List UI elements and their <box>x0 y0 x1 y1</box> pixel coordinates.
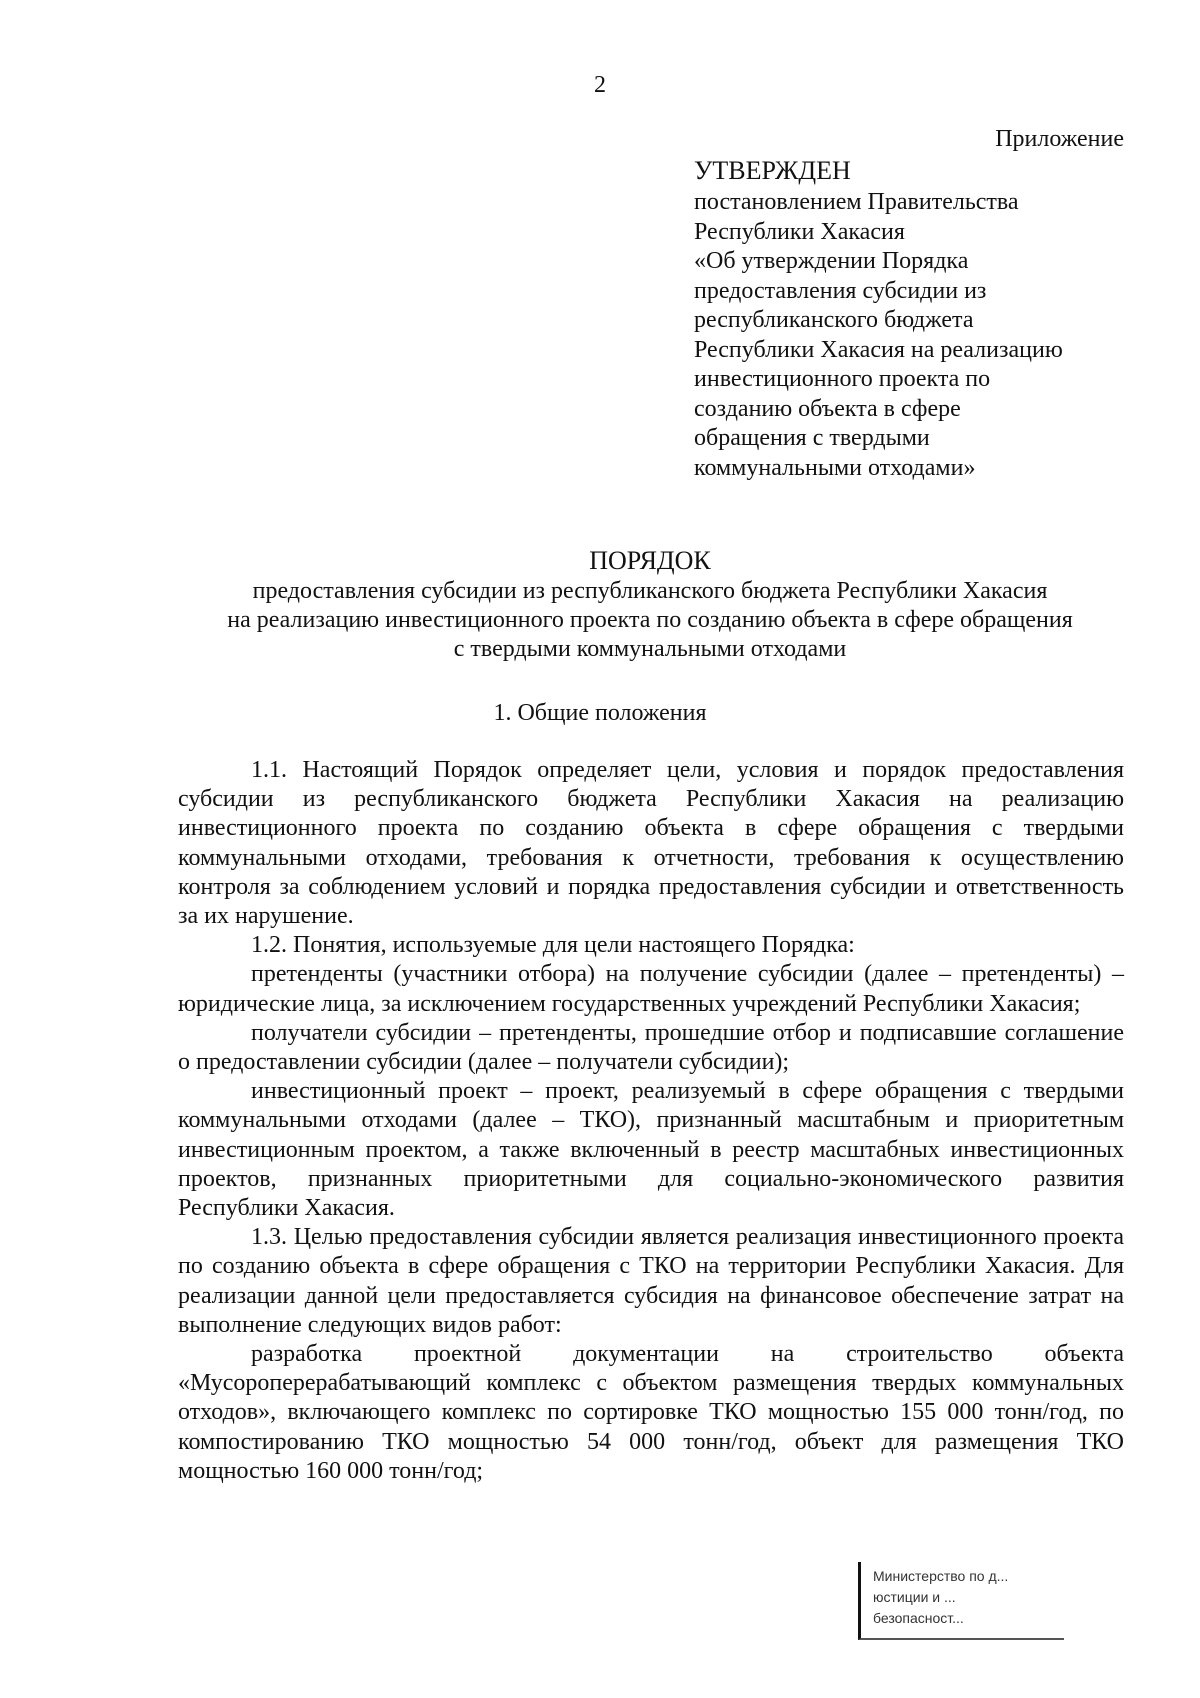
stamp-line: юстиции и ... <box>873 1589 956 1605</box>
paragraph: инвестиционный проект – проект, реализуемый в сфере обращения с твердыми коммунальными отходами (далее – ТКО), признанный масштабным и приоритетным инвестиционным проектом, а также включенный в реестр масштабных инвестиционных проектов, признанных приоритетными для социально-экономического развития Республики Хакасия. <box>178 1078 1124 1222</box>
document-title: ПОРЯДОК <box>589 546 711 575</box>
approval-line: коммунальными отходами» <box>694 454 976 481</box>
ministry-stamp <box>858 1562 1064 1640</box>
page-number: 2 <box>594 72 606 98</box>
document-subtitle-line: с твердыми коммунальными отходами <box>453 636 847 662</box>
paragraph: получатели субсидии – претенденты, прошедшие отбор и подписавшие соглашение о предоставлении субсидии (далее – получатели субсидии); <box>178 1019 1124 1076</box>
approval-line: республиканского бюджета <box>694 307 974 333</box>
approval-line: предоставления субсидии из <box>694 277 987 304</box>
approval-line: постановлением Правительства <box>694 189 1019 215</box>
document-title-block <box>120 546 1180 664</box>
document-body <box>178 756 1124 1486</box>
paragraph: 1.1. Настоящий Порядок определяет цели, условия и порядок предоставления субсидии из республиканского бюджета Республики Хакасия на реализацию инвестиционного проекта по созданию объекта в сфере обращения с твердыми коммунальными отходами, требования к отчетности, требования к осуществлению контроля за соблюдением условий и порядка предоставления субсидии и ответственность за их нарушение. <box>178 757 1124 930</box>
paragraph: 1.2. Понятия, используемые для цели настоящего Порядка: <box>251 932 855 959</box>
stamp-line: безопасност... <box>873 1610 964 1626</box>
approval-block <box>694 124 1124 483</box>
document-subtitle-line: на реализацию инвестиционного проекта по созданию объекта в сфере обращения <box>227 607 1073 633</box>
approval-line: созданию объекта в сфере <box>694 395 961 422</box>
approval-line: Республики Хакасия <box>694 218 905 245</box>
section-heading: 1. Общие положения <box>493 700 707 726</box>
paragraph: 1.3. Целью предоставления субсидии является реализация инвестиционного проекта по созданию объекта в сфере обращения с ТКО на территории Республики Хакасия. Для реализации данной цели предоставляется субсидия на финансовое обеспечение затрат на выполнение следующих видов работ: <box>178 1224 1124 1338</box>
stamp-line: Министерство по д... <box>873 1568 1009 1584</box>
appendix-label: Приложение <box>995 126 1124 152</box>
approval-line: обращения с твердыми <box>694 425 930 451</box>
approval-line: Республики Хакасия на реализацию <box>694 336 1063 363</box>
approved-label: УТВЕРЖДЕН <box>694 156 851 185</box>
document-subtitle-line: предоставления субсидии из республиканского бюджета Республики Хакасия <box>252 578 1048 604</box>
paragraph: претенденты (участники отбора) на получение субсидии (далее – претенденты) – юридические лица, за исключением государственных учреждений Республики Хакасия; <box>178 961 1124 1017</box>
approval-line: «Об утверждении Порядка <box>694 248 969 274</box>
paragraph: разработка проектной документации на строительство объекта «Мусороперерабатывающий комплекс с объектом размещения твердых коммунальных отходов», включающего комплекс по сортировке ТКО мощностью 155 000 тонн/год, по компостированию ТКО мощностью 54 000 тонн/год, объект для размещения ТКО мощностью 160 000 тонн/год; <box>178 1341 1124 1484</box>
approval-line: инвестиционного проекта по <box>694 366 991 392</box>
